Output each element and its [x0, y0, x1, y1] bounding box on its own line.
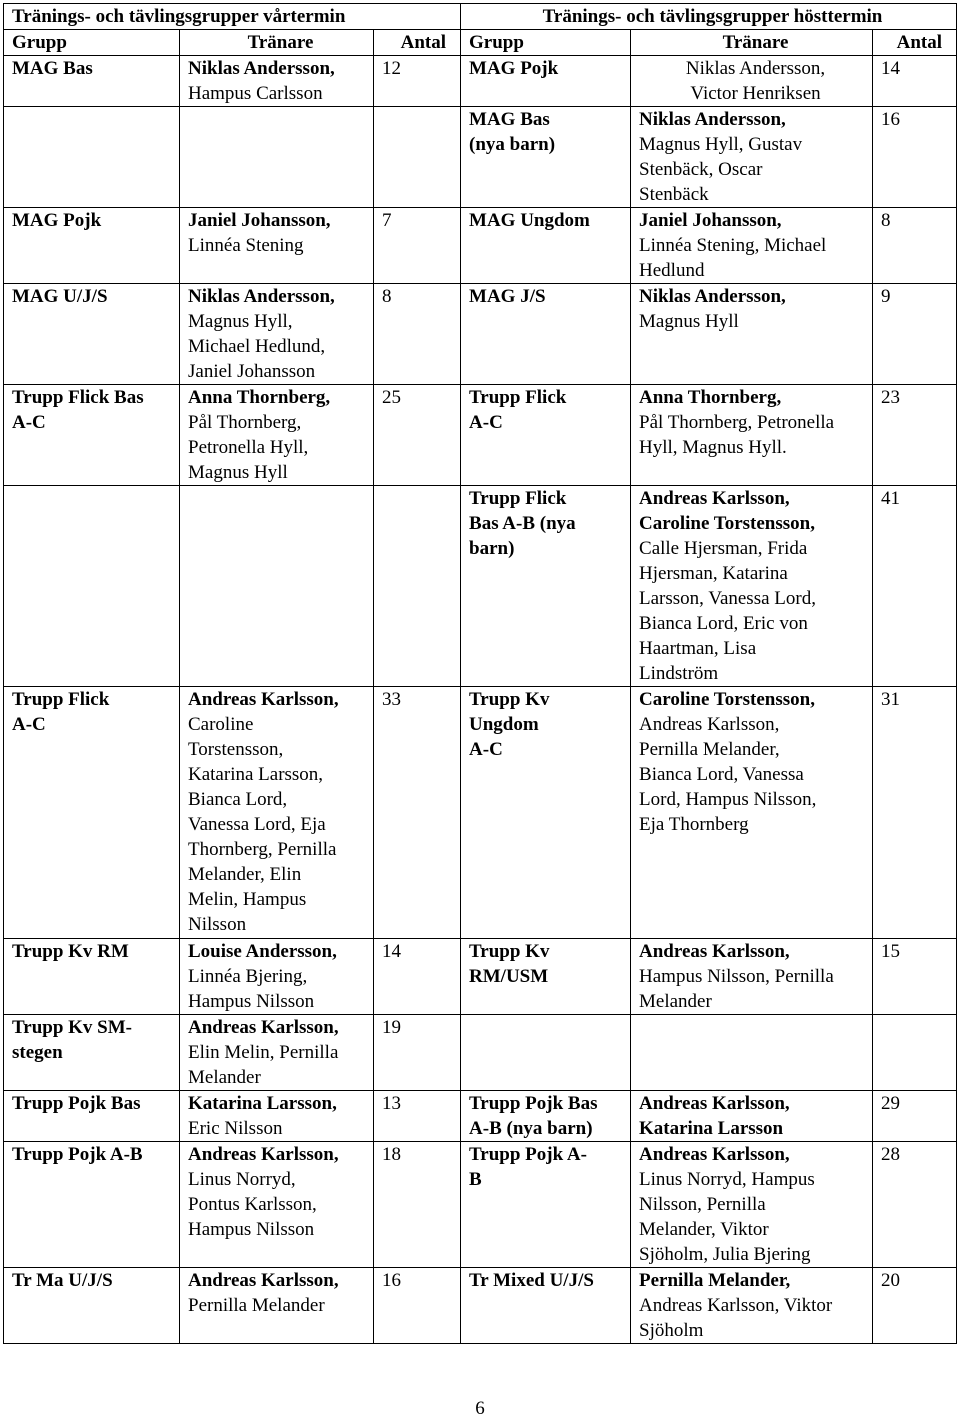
fall-semester-title: Tränings- och tävlingsgrupper hösttermin [461, 4, 957, 30]
spring-trainer-lead: Andreas Karlsson, [188, 689, 339, 710]
fall-trainer-cell [631, 107, 873, 208]
spring-group-cell [4, 385, 180, 486]
fall-trainer-others: Magnus Hyll, Gustav Stenbäck, Oscar Stenbäck [639, 134, 803, 205]
fall-trainer-lead: Janiel Johansson, [639, 210, 782, 231]
spring-trainer-cell [180, 1015, 374, 1091]
fall-trainer-cell [631, 208, 873, 284]
fall-count-cell: 20 [873, 1268, 957, 1344]
fall-count-cell: 23 [873, 385, 957, 486]
table-row [4, 1015, 957, 1091]
spring-trainer-lead: Niklas Andersson, [188, 58, 335, 79]
fall-count-cell: 14 [873, 56, 957, 107]
col-header-grupp: Grupp [4, 30, 180, 56]
fall-group-cell [461, 284, 631, 385]
col-header-antal-fall: Antal [873, 30, 957, 56]
fall-group-name: Trupp Kv Ungdom A-C [469, 689, 550, 760]
fall-group-cell [461, 107, 631, 208]
spring-group-name: MAG U/J/S [12, 286, 108, 307]
spring-trainer-lead: Niklas Andersson, [188, 286, 335, 307]
semester-header-row [4, 4, 957, 30]
table-row [4, 1091, 957, 1142]
spring-group-cell [4, 208, 180, 284]
fall-trainer-cell [631, 939, 873, 1015]
spring-group-name: Tr Ma U/J/S [12, 1270, 113, 1291]
spring-group-cell [4, 1091, 180, 1142]
fall-group-name: Trupp Kv RM/USM [469, 941, 550, 987]
col-header-antal: Antal [374, 30, 461, 56]
fall-trainer-lead: Andreas Karlsson, Caroline Torstensson, [639, 488, 815, 534]
spring-trainer-others: Pernilla Melander [188, 1295, 325, 1316]
fall-count-cell: 16 [873, 107, 957, 208]
table-row [4, 486, 957, 687]
fall-group-name: Trupp Flick A-C [469, 387, 567, 433]
fall-trainer-cell [631, 1015, 873, 1091]
spring-group-name: MAG Pojk [12, 210, 102, 231]
fall-group-cell [461, 1142, 631, 1268]
fall-trainer-others: Hampus Nilsson, Pernilla Melander [639, 966, 834, 1012]
fall-trainer-cell [631, 1268, 873, 1344]
spring-trainer-others: Linus Norryd, Pontus Karlsson, Hampus Nilsson [188, 1169, 317, 1240]
fall-trainer-lead: Niklas Andersson, [639, 286, 786, 307]
spring-group-cell [4, 1142, 180, 1268]
spring-trainer-others: Linnéa Stening [188, 235, 304, 256]
fall-trainer-cell [631, 1091, 873, 1142]
spring-count-cell [374, 107, 461, 208]
fall-group-cell [461, 1091, 631, 1142]
fall-count-cell: 9 [873, 284, 957, 385]
spring-group-cell [4, 687, 180, 939]
table-row [4, 687, 957, 939]
spring-trainer-lead: Janiel Johansson, [188, 210, 331, 231]
fall-group-name: MAG Bas (nya barn) [469, 109, 556, 155]
spring-trainer-cell [180, 208, 374, 284]
spring-count-cell: 13 [374, 1091, 461, 1142]
fall-group-name: MAG Pojk [469, 58, 559, 79]
spring-trainer-others: Linnéa Bjering, Hampus Nilsson [188, 966, 315, 1012]
fall-trainer-cell [631, 56, 873, 107]
fall-group-cell [461, 385, 631, 486]
spring-group-cell [4, 284, 180, 385]
table-row [4, 284, 957, 385]
fall-trainer-others: Linnéa Stening, Michael Hedlund [639, 235, 827, 281]
spring-trainer-lead: Andreas Karlsson, [188, 1017, 339, 1038]
spring-group-name: Trupp Flick Bas A-C [12, 387, 144, 433]
fall-group-name: Trupp Pojk Bas A-B (nya barn) [469, 1093, 598, 1139]
fall-count-cell: 28 [873, 1142, 957, 1268]
fall-trainer-others: Calle Hjersman, Frida Hjersman, Katarina Larsson, Vanessa Lord, Bianca Lord, Eric von Haartman, Lisa Lindström [639, 538, 816, 684]
spring-group-name: Trupp Kv SM- stegen [12, 1017, 133, 1063]
spring-trainer-cell [180, 56, 374, 107]
fall-group-name: MAG J/S [469, 286, 546, 307]
fall-trainer-others: Linus Norryd, Hampus Nilsson, Pernilla Melander, Viktor Sjöholm, Julia Bjering [639, 1169, 815, 1265]
fall-trainer-lead: Andreas Karlsson, Katarina Larsson [639, 1093, 790, 1139]
fall-trainer-cell [631, 385, 873, 486]
fall-group-cell [461, 208, 631, 284]
fall-group-cell [461, 1015, 631, 1091]
table-row [4, 1142, 957, 1268]
spring-group-cell [4, 107, 180, 208]
spring-trainer-others: Elin Melin, Pernilla Melander [188, 1042, 339, 1088]
spring-trainer-cell [180, 486, 374, 687]
fall-trainer-cell [631, 687, 873, 939]
spring-trainer-others: Eric Nilsson [188, 1118, 283, 1139]
spring-count-cell: 14 [374, 939, 461, 1015]
spring-count-cell [374, 486, 461, 687]
col-header-grupp-fall: Grupp [461, 30, 631, 56]
spring-group-cell [4, 486, 180, 687]
fall-group-name: Trupp Pojk A- B [469, 1144, 587, 1190]
fall-trainer-others: Pål Thornberg, Petronella Hyll, Magnus Hyll. [639, 412, 835, 458]
fall-trainer-cell [631, 284, 873, 385]
fall-group-cell [461, 939, 631, 1015]
fall-trainer-others: Andreas Karlsson, Viktor Sjöholm [639, 1295, 833, 1341]
spring-trainer-lead: Anna Thornberg, [188, 387, 331, 408]
fall-trainer-lead: Caroline Torstensson, [639, 689, 815, 710]
spring-count-cell: 16 [374, 1268, 461, 1344]
spring-group-name: MAG Bas [12, 58, 93, 79]
page-number: 6 [475, 1398, 485, 1419]
table-row [4, 939, 957, 1015]
fall-group-cell [461, 687, 631, 939]
groups-table [3, 3, 957, 1344]
spring-group-name: Trupp Flick A-C [12, 689, 110, 735]
spring-group-name: Trupp Pojk Bas [12, 1093, 141, 1114]
spring-group-cell [4, 1268, 180, 1344]
fall-count-cell: 8 [873, 208, 957, 284]
spring-count-cell: 7 [374, 208, 461, 284]
fall-count-cell: 41 [873, 486, 957, 687]
spring-trainer-cell [180, 1142, 374, 1268]
spring-group-name: Trupp Kv RM [12, 941, 129, 962]
spring-trainer-cell [180, 939, 374, 1015]
spring-trainer-cell [180, 284, 374, 385]
spring-count-cell: 12 [374, 56, 461, 107]
fall-trainer-lead: Andreas Karlsson, [639, 941, 790, 962]
fall-group-cell [461, 1268, 631, 1344]
fall-trainer-lead: Andreas Karlsson, [639, 1144, 790, 1165]
fall-group-cell [461, 486, 631, 687]
spring-semester-title: Tränings- och tävlingsgrupper vårtermin [4, 4, 461, 30]
fall-trainer-cell [631, 1142, 873, 1268]
column-header-row [4, 30, 957, 56]
spring-trainer-others: Magnus Hyll, Michael Hedlund, Janiel Johansson [188, 311, 326, 382]
spring-count-cell: 18 [374, 1142, 461, 1268]
fall-group-name: Trupp Flick Bas A-B (nya barn) [469, 488, 576, 559]
spring-trainer-others: Hampus Carlsson [188, 83, 323, 104]
spring-group-cell [4, 939, 180, 1015]
fall-trainer-cell [631, 486, 873, 687]
table-row [4, 56, 957, 107]
spring-group-name: Trupp Pojk A-B [12, 1144, 143, 1165]
spring-group-cell [4, 56, 180, 107]
fall-trainer-lead: Niklas Andersson, [639, 109, 786, 130]
table-row [4, 1268, 957, 1344]
col-header-tranare: Tränare [180, 30, 374, 56]
fall-trainer-lead: Pernilla Melander, [639, 1270, 791, 1291]
spring-trainer-lead: Andreas Karlsson, [188, 1144, 339, 1165]
spring-trainer-cell [180, 385, 374, 486]
fall-group-cell [461, 56, 631, 107]
fall-trainer-others: Niklas Andersson, Victor Henriksen [685, 58, 826, 104]
fall-count-cell: 29 [873, 1091, 957, 1142]
fall-trainer-lead: Anna Thornberg, [639, 387, 782, 408]
spring-trainer-others: Caroline Torstensson, Katarina Larsson, Bianca Lord, Vanessa Lord, Eja Thornberg, Pernilla Melander, Elin Melin, Hampus Nilsson [188, 714, 337, 935]
fall-count-cell: 31 [873, 687, 957, 939]
spring-trainer-cell [180, 107, 374, 208]
spring-trainer-cell [180, 687, 374, 939]
fall-group-name: MAG Ungdom [469, 210, 590, 231]
spring-trainer-cell [180, 1268, 374, 1344]
table-row [4, 107, 957, 208]
fall-count-cell [873, 1015, 957, 1091]
fall-trainer-others: Magnus Hyll [639, 311, 739, 332]
table-row [4, 385, 957, 486]
spring-trainer-lead: Louise Andersson, [188, 941, 337, 962]
fall-group-name: Tr Mixed U/J/S [469, 1270, 594, 1291]
spring-trainer-lead: Andreas Karlsson, [188, 1270, 339, 1291]
spring-count-cell: 33 [374, 687, 461, 939]
spring-count-cell: 25 [374, 385, 461, 486]
spring-count-cell: 8 [374, 284, 461, 385]
spring-trainer-lead: Katarina Larsson, [188, 1093, 337, 1114]
spring-trainer-cell [180, 1091, 374, 1142]
col-header-tranare-fall: Tränare [631, 30, 873, 56]
fall-trainer-others: Andreas Karlsson, Pernilla Melander, Bianca Lord, Vanessa Lord, Hampus Nilsson, Eja Thornberg [639, 714, 817, 835]
spring-trainer-others: Pål Thornberg, Petronella Hyll, Magnus Hyll [188, 412, 309, 483]
spring-group-cell [4, 1015, 180, 1091]
spring-count-cell: 19 [374, 1015, 461, 1091]
table-row [4, 208, 957, 284]
fall-count-cell: 15 [873, 939, 957, 1015]
